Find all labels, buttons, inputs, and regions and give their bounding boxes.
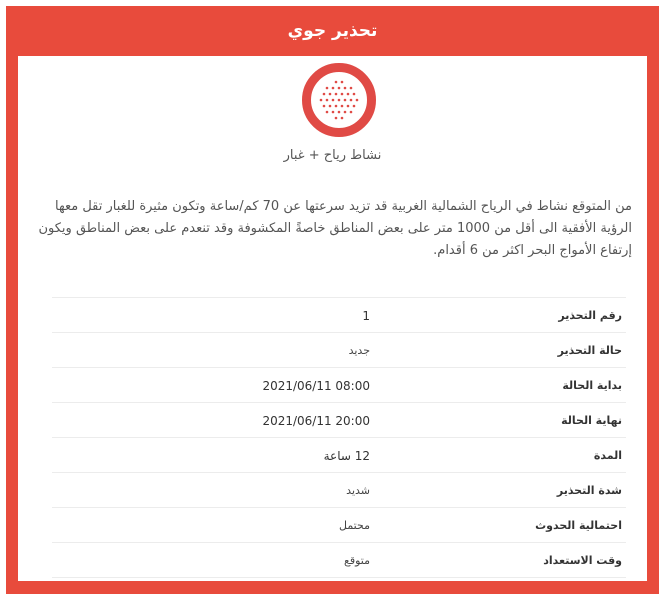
detail-label: نهاية الحالة <box>561 414 622 427</box>
dust-wind-icon <box>302 63 376 137</box>
detail-row-duration <box>52 438 626 473</box>
detail-row-warning-number <box>52 298 626 333</box>
detail-value: 2021/06/11 08:00 <box>262 379 370 393</box>
phenomenon-label: نشاط رياح + غبار <box>283 148 382 163</box>
detail-value: جديد <box>348 344 370 357</box>
warning-panel <box>18 56 647 581</box>
detail-label: بداية الحالة <box>562 379 622 392</box>
detail-label: شدة التحذير <box>556 484 622 497</box>
detail-label: رقم التحذير <box>558 309 622 322</box>
detail-value: 1 <box>362 309 370 323</box>
warning-details-table <box>52 297 626 578</box>
detail-row-start <box>52 368 626 403</box>
detail-row-readiness <box>52 543 626 578</box>
warning-title: تحذير جوي <box>287 21 378 41</box>
detail-value: 12 ساعة <box>323 449 370 463</box>
detail-value: شديد <box>346 484 370 497</box>
detail-label: حالة التحذير <box>557 344 622 357</box>
detail-value: متوقع <box>343 554 370 567</box>
detail-value: محتمل <box>338 519 370 532</box>
detail-row-probability <box>52 508 626 543</box>
detail-row-severity <box>52 473 626 508</box>
detail-label: وقت الاستعداد <box>543 554 622 567</box>
weather-warning-card <box>6 6 659 594</box>
detail-label: احتمالية الحدوث <box>535 519 622 532</box>
warning-description: من المتوقع نشاط في الرياح الشمالية الغربية قد تزيد سرعتها عن 70 كم/ساعة وتكون مثيرة للغبار تقل معها الرؤية الأفقية الى أقل من 1000 متر على بعض المناطق خاصةً المكشوفة وقد تنعدم على بعض المناطق ويكون إرتفاع الأمواج البحر اكثر من 6 أقدام. <box>38 199 632 258</box>
detail-label: المدة <box>593 449 622 462</box>
detail-row-end <box>52 403 626 438</box>
detail-value: 2021/06/11 20:00 <box>262 414 370 428</box>
detail-row-warning-status <box>52 333 626 368</box>
